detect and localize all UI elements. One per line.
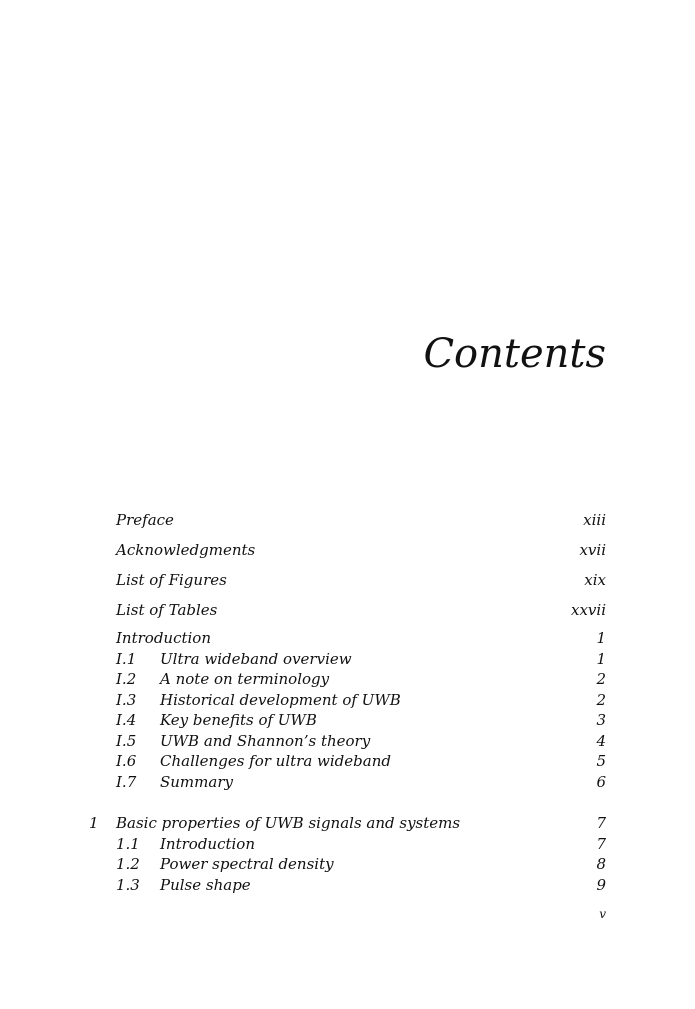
toc-entry-label: List of Tables [116, 601, 218, 619]
toc-section-label: Pulse shape [160, 875, 251, 894]
toc-section-page: 2 [596, 670, 606, 688]
toc-entry-page: 7 [596, 814, 606, 832]
toc-section-label: UWB and Shannon’s theory [160, 731, 371, 750]
toc-section-entry [0, 649, 695, 670]
toc-section-number: 1.3 [116, 875, 140, 894]
toc-section-page: 2 [596, 690, 606, 709]
page-title: Contents [423, 331, 606, 377]
toc-section-number: I.2 [116, 670, 137, 688]
toc-section-page: 3 [596, 711, 606, 729]
toc-entry-list-of-tables [0, 598, 695, 628]
toc-section-label: Summary [160, 772, 233, 791]
toc-section-label: A note on terminology [160, 670, 330, 688]
toc-section-label: Challenges for ultra wideband [160, 752, 391, 770]
toc-section-entry [0, 731, 695, 752]
toc-entry-introduction [0, 628, 695, 649]
toc-chapter-number: 1 [89, 814, 99, 832]
toc-section-entry [0, 751, 695, 772]
toc-section-number: I.4 [116, 711, 137, 729]
toc-section-number: I.6 [116, 752, 137, 770]
toc-entry-label: Acknowledgments [116, 541, 256, 559]
toc-entry-acknowledgments [0, 538, 695, 568]
toc-section-label: Historical development of UWB [160, 690, 401, 709]
toc-entry-label: Basic properties of UWB signals and systems [116, 814, 461, 832]
toc-entry-label: List of Figures [116, 571, 227, 589]
toc-section-label: Power spectral density [160, 855, 334, 873]
toc-section-number: 1.1 [116, 834, 140, 853]
toc-section-entry [0, 854, 695, 875]
toc-section-number: I.3 [116, 690, 137, 709]
toc-spacer [0, 792, 695, 813]
table-of-contents [0, 508, 695, 895]
toc-section-entry [0, 772, 695, 793]
toc-entry-page: 1 [596, 629, 606, 647]
page-number: v [599, 907, 606, 921]
toc-section-page: 5 [596, 752, 606, 770]
toc-section-page: 1 [596, 649, 606, 668]
toc-section-page: 9 [596, 875, 606, 894]
toc-entry-preface [0, 508, 695, 538]
toc-section-page: 6 [596, 772, 606, 791]
toc-section-number: I.5 [116, 731, 137, 750]
toc-entry-page: xvii [579, 541, 606, 559]
toc-section-number: I.1 [116, 649, 137, 668]
toc-section-number: I.7 [116, 772, 137, 791]
toc-entry-label: Preface [116, 511, 174, 529]
toc-entry-page: xiii [583, 511, 606, 529]
toc-entry-list-of-figures [0, 568, 695, 598]
toc-section-page: 4 [596, 731, 606, 750]
toc-section-entry [0, 875, 695, 896]
toc-entry-label: Introduction [116, 629, 211, 647]
toc-section-page: 8 [596, 855, 606, 873]
toc-section-entry [0, 669, 695, 690]
toc-entry-chapter-1 [0, 813, 695, 834]
toc-section-page: 7 [596, 834, 606, 853]
toc-section-entry [0, 834, 695, 855]
toc-section-label: Introduction [160, 834, 255, 853]
toc-section-number: 1.2 [116, 855, 140, 873]
toc-section-entry [0, 710, 695, 731]
toc-entry-page: xxvii [571, 601, 606, 619]
toc-section-label: Ultra wideband overview [160, 649, 352, 668]
toc-section-label: Key benefits of UWB [160, 711, 317, 729]
toc-entry-page: xix [584, 571, 606, 589]
toc-section-entry [0, 690, 695, 711]
